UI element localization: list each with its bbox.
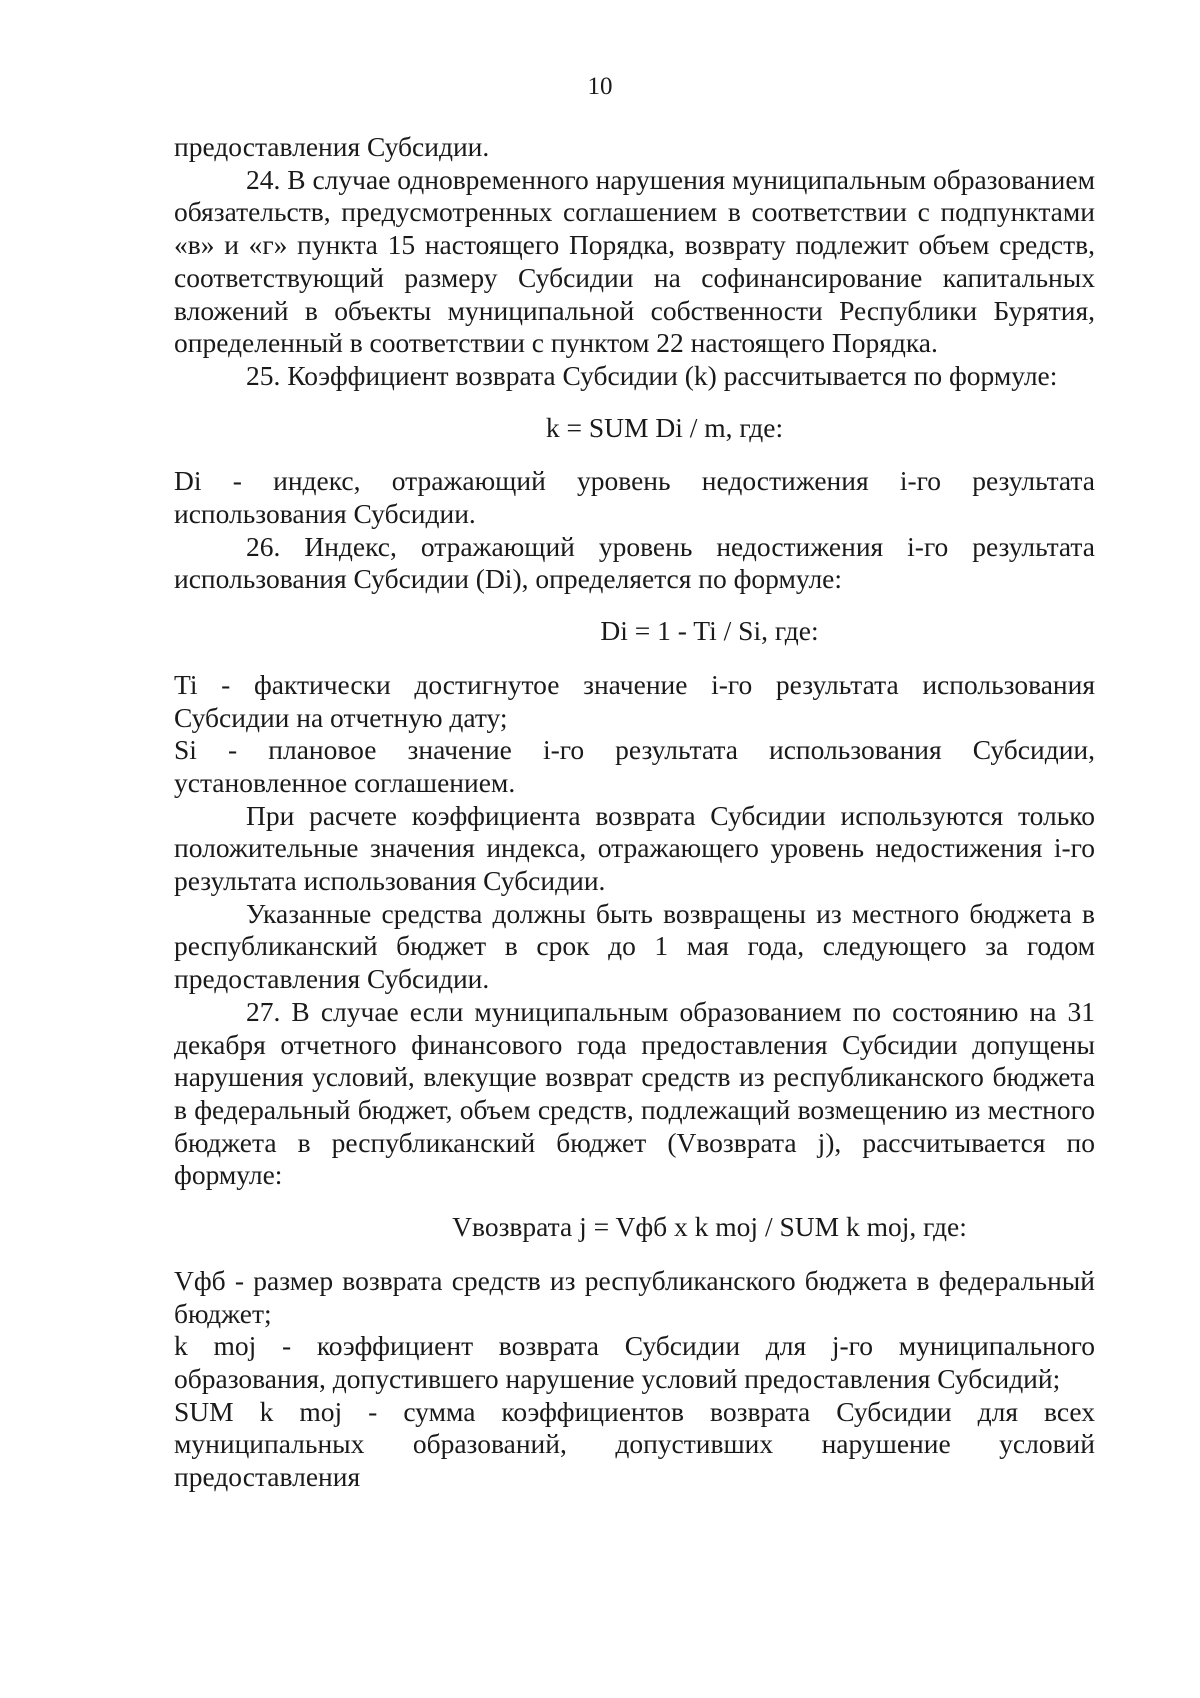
paragraph-continuation: предоставления Субсидии. bbox=[174, 131, 490, 162]
paragraph-item-25: 25. Коэффициент возврата Субсидии (k) рассчитывается по формуле: bbox=[246, 359, 1058, 391]
document-body bbox=[174, 131, 1095, 1494]
paragraph-item-27: 27. В случае если муниципальным образованием по состоянию на 31 декабря отчетного финансового года предоставления Субсидии допущены нарушения условий, влекущие возврат средств из республиканского бюджета в федеральный бюджет, объем средств, подлежащий возмещению из местного бюджета в республиканский бюджет (Vвозврата j), рассчитывается по формуле: bbox=[174, 995, 1095, 1191]
paragraph-item-26: 26. Индекс, отражающий уровень недостижения i-го результата использования Субсидии (Di), определяется по формуле: bbox=[174, 530, 1095, 595]
definition-di: Di - индекс, отражающий уровень недостижения i-го результата использования Субсидии. bbox=[174, 465, 1095, 530]
paragraph-return-deadline: Указанные средства должны быть возвращены из местного бюджета в республиканский бюджет в срок до 1 мая года, следующего за годом предоставления Субсидии. bbox=[174, 897, 1095, 995]
definition-vfb: Vфб - размер возврата средств из республиканского бюджета в федеральный бюджет; bbox=[174, 1264, 1095, 1329]
definition-si: Si - плановое значение i-го результата использования Субсидии, установленное соглашением. bbox=[174, 734, 1095, 798]
definition-ti: Ti - фактически достигнутое значение i-го результата использования Субсидии на отчетную дату; bbox=[174, 668, 1095, 733]
paragraph-positive-values: При расчете коэффициента возврата Субсидии используются только положительные значения индекса, отражающего уровень недостижения i-го результата использования Субсидии. bbox=[174, 799, 1095, 897]
definition-sum-k-moj: SUM k moj - сумма коэффициентов возврата Субсидии для всех муниципальных образований, допустивших нарушение условий предоставления bbox=[174, 1395, 1095, 1493]
paragraph-item-24: 24. В случае одновременного нарушения муниципальным образованием обязательств, предусмотренных соглашением в соответствии с подпунктами «в» и «г» пункта 15 настоящего Порядка, возврату подлежит объем средств, соответствующий размеру Субсидии на софинансирование капитальных вложений в объекты муниципальной собственности Республики Бурятия, определенный в соответствии с пунктом 22 настоящего Порядка. bbox=[174, 163, 1095, 359]
page-number: 10 bbox=[587, 73, 613, 100]
formula-di: Di = 1 - Ti / Si, где: bbox=[600, 615, 819, 647]
formula-v-return: Vвозврата j = Vфб x k moj / SUM k moj, где: bbox=[452, 1211, 967, 1243]
formula-k: k = SUM Di / m, где: bbox=[545, 411, 784, 443]
definition-k-moj: k moj - коэффициент возврата Субсидии для j-го муниципального образования, допустившего нарушение условий предоставления Субсидий; bbox=[174, 1330, 1095, 1394]
